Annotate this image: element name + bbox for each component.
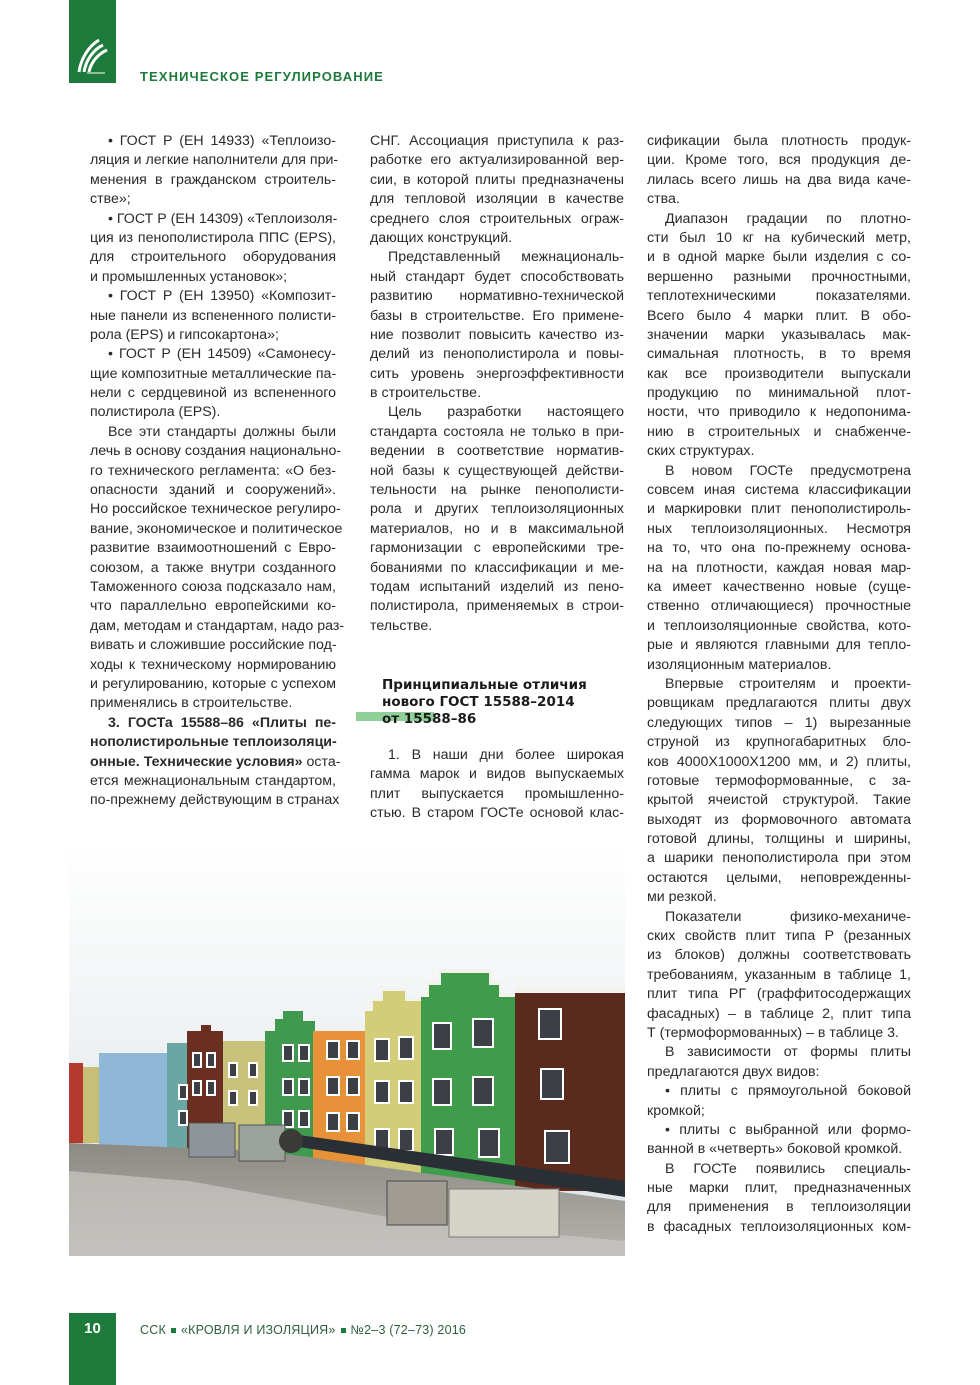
text-line: вание, экономическое и политическое — [90, 520, 343, 537]
text-line: для тепловой изоляции в качестве — [370, 191, 624, 208]
text-line: развитию нормативно-технической — [370, 288, 624, 305]
text-line: вивать и сложившие российские под- — [90, 637, 337, 654]
text-line: и маркировки плит пенополистироль- — [647, 501, 911, 518]
text-line: Впервые строителям и проекти- — [665, 675, 911, 692]
text-line: гамма марок и видов выпускаемых — [370, 766, 624, 783]
text-line: струной из крупногабаритных бло- — [647, 734, 911, 751]
text-line: ные марки плит, предназначенных — [647, 1180, 911, 1197]
text-column-3 — [647, 132, 911, 1237]
text-line: на на плотности, каждая новая мар- — [647, 559, 911, 576]
text-line: сии, в которой плиты предназначены — [370, 171, 624, 188]
text-line: и регулированию, которые с успехом — [90, 675, 336, 692]
text-line: ванной в «четверть» боковой кромкой. — [647, 1141, 903, 1158]
text-line: выходят из формовочного автомата — [647, 811, 911, 828]
footer-magazine-title: «КРОВЛЯ И ИЗОЛЯЦИЯ» — [180, 1323, 336, 1337]
text-line: стве»; — [90, 191, 131, 208]
text-line: значении марки указывалась мак- — [647, 326, 911, 343]
text-line: сти был 10 кг на кубический метр, — [647, 229, 911, 246]
text-line: симальная плотность, в то время — [647, 346, 911, 363]
text-line: ства. — [647, 191, 680, 208]
text-line: для строительного оборудования — [90, 249, 336, 266]
text-line: базы в строительстве. Его примене- — [370, 307, 624, 324]
text-line: ков 4000Х1000Х1200 мм, и 2) плиты, — [647, 753, 911, 770]
text-line: СНГ. Ассоциация приступила к раз- — [370, 133, 624, 149]
text-line: • ГОСТ Р (ЕН 14509) «Самонесу- — [108, 346, 336, 363]
text-line: среднего слоя строительных ограж- — [370, 210, 624, 227]
text-line: нели с сердцевиной из вспененного — [90, 385, 336, 402]
text-line: ляция и легкие наполнители для при- — [90, 152, 339, 169]
text-line: • плиты с выбранной или формо- — [665, 1121, 911, 1138]
page-number: 10 — [84, 1320, 101, 1337]
text-line: тельности на рынке пенополисти- — [370, 482, 624, 499]
text-line: как все производители выпускали — [647, 365, 911, 382]
text-line: В ГОСТе появились специаль- — [665, 1160, 911, 1177]
text-line: щие композитные металлические па- — [90, 365, 337, 382]
text-line: из блоков) должны соответствовать — [647, 947, 911, 964]
text-line: ной базы к существующей действи- — [370, 462, 624, 479]
text-line: применялись в строительстве. — [90, 695, 293, 712]
text-line: на то, что она по-прежнему основа- — [647, 540, 911, 557]
text-line: плит типа РГ (граффитосодержащих — [647, 986, 911, 1003]
text-line: Представленный межнациональ- — [388, 249, 624, 266]
text-line: для применения в теплоизоляции — [647, 1199, 911, 1216]
normal-fragment: оста- — [302, 753, 341, 770]
text-line: ные панели из вспененного полисти- — [90, 307, 336, 324]
text-line: вершенно разными прочностными, — [647, 268, 911, 285]
text-line: остаются целыми, неповрежденны- — [647, 869, 911, 886]
text-line: что параллельно европейскими ко- — [90, 598, 336, 615]
text-line: • ГОСТ Р (ЕН 13950) «Композит- — [108, 288, 336, 305]
text-line: следующих типов – 1) вырезанные — [647, 714, 911, 731]
text-column-2-continued — [370, 746, 624, 824]
section-title: ТЕХНИЧЕСКОЕ РЕГУЛИРОВАНИЕ — [140, 69, 384, 84]
text-line: кромкой; — [647, 1102, 705, 1119]
text-line: нополистирольные теплоизоляци- — [90, 734, 337, 751]
text-line: изоляционным материалов. — [647, 656, 832, 673]
text-line: требованиям, указанным в таблице 1, — [647, 966, 911, 983]
magazine-logo — [69, 0, 116, 83]
text-line: плит выпускается промышленно- — [370, 785, 624, 802]
text-line: ских свойств плит типа Р (резанных — [647, 928, 911, 945]
text-line: рола и других теплоизоляционных — [370, 501, 624, 518]
text-line: Все эти стандарты должны были — [108, 423, 336, 440]
text-line: по-прежнему действующим в странах — [90, 792, 340, 809]
heading-line: нового ГОСТ 15588–2014 — [382, 694, 575, 710]
text-line: в фасадных теплоизоляционных ком- — [647, 1218, 911, 1235]
heading-line: от 15588–86 — [382, 711, 477, 727]
text-line: продукцию по минимальной плот- — [647, 385, 911, 402]
text-line: предлагаются двух видов: — [647, 1063, 820, 1080]
bold-fragment: онные. Технические условия» — [90, 753, 303, 770]
text-line: ственно отличающиеся) прочностные — [647, 598, 911, 615]
text-line: бованиями по классификации и ме- — [370, 559, 624, 576]
text-line: работке его актуализированной вер- — [370, 152, 624, 169]
text-column-2 — [370, 132, 624, 636]
text-line: ности, что приводило к недопонима- — [647, 404, 911, 421]
text-line: • ГОСТ Р (ЕН 14933) «Теплоизо- — [108, 133, 336, 149]
text-line: крытой ячеистой структурой. Такие — [647, 792, 911, 809]
text-line: готовые термоформованные, с за- — [647, 772, 911, 789]
text-line: ходы к техническому нормированию — [90, 656, 336, 673]
townhouses-photo-illustration — [69, 841, 625, 1256]
text-line: ми резкой. — [647, 889, 717, 906]
text-line: го технического регламента: «О без- — [90, 462, 336, 479]
text-line: совсем иная система классификации — [647, 482, 911, 499]
text-line: тельстве. — [370, 617, 433, 634]
text-line: материалов, но и в максимальной — [370, 520, 624, 537]
text-line: развитие взаимоотношений с Евро- — [90, 540, 336, 557]
text-line: гармонизации с европейскими тре- — [370, 540, 624, 557]
footer-publication — [140, 1323, 466, 1337]
text-line: дающих конструкций. — [370, 229, 513, 246]
text-line: ка имеет качественно новые (суще- — [647, 578, 911, 595]
text-line: ных теплоизоляционных. Несмотря — [647, 520, 911, 537]
text-line — [90, 753, 341, 772]
text-line: 1. В наши дни более широкая — [388, 747, 624, 763]
text-line: в строительстве. — [370, 385, 482, 402]
leaf-stripes-logo-icon — [75, 36, 111, 76]
text-line: Т (термоформованных) – в таблице 3. — [647, 1024, 899, 1041]
text-line: рола (EPS) и гипсокартона»; — [90, 326, 279, 343]
text-line: ется межнациональным стандартом, — [90, 772, 336, 789]
text-line: • ГОСТ Р (ЕН 14309) «Теплоизоля- — [108, 210, 338, 227]
footer-issue: №2–3 (72–73) 2016 — [350, 1323, 467, 1337]
text-line: фасадных) – в таблице 2, плит типа — [647, 1005, 911, 1022]
text-column-1 — [90, 132, 345, 811]
text-line: ведении в соответствие норматив- — [370, 443, 624, 460]
heading-line: Принципиальные отличия — [382, 677, 587, 693]
square-separator-icon — [341, 1328, 346, 1333]
text-line: 3. ГОСТа 15588–86 «Плиты пе- — [108, 714, 336, 731]
text-line: и промышленных установок»; — [90, 268, 288, 285]
text-line: Показатели физико-механиче- — [665, 908, 911, 925]
text-line: теплотехническими показателями. — [647, 288, 911, 305]
text-line: Диапазон градации по плотно- — [665, 210, 911, 227]
text-line: ный стандарт будет способствовать — [370, 268, 624, 285]
text-line: лечь в основу создания национально- — [90, 443, 342, 460]
text-line: ции. Кроме того, вся продукция де- — [647, 152, 911, 169]
text-line: делий из пенополистирола и повы- — [370, 346, 624, 363]
text-line: ция из пенополистирола ППС (EPS), — [90, 229, 336, 246]
text-line: дам, методам и стандартам, надо раз- — [90, 617, 345, 634]
text-line: и в одной марке были изделия с со- — [647, 249, 911, 266]
text-line: Цель разработки настоящего — [388, 404, 624, 421]
text-line: ние позволит повысить качество из- — [370, 326, 624, 343]
text-line: менения в гражданском строитель- — [90, 171, 336, 188]
text-line: опасности зданий и сооружений». — [90, 482, 336, 499]
text-line: рые и являются главными для тепло- — [647, 637, 911, 654]
construction-photo — [69, 841, 625, 1256]
text-line: В зависимости от формы плиты — [665, 1044, 911, 1061]
text-line: • плиты с прямоугольной боковой — [665, 1083, 911, 1100]
text-line: Таможенного союза подсказало нам, — [90, 578, 336, 595]
text-line: ровщикам предлагаются плиты двух — [647, 695, 911, 712]
text-line: и теплоизоляционные свойства, кото- — [647, 617, 911, 634]
subsection-heading — [382, 677, 622, 728]
text-line: ских структурах. — [647, 443, 755, 460]
text-line: Всего было 4 марки плит. В обо- — [647, 307, 911, 324]
text-line: сить уровень энергоэффективности — [370, 365, 624, 382]
text-line: стью. В старом ГОСТе основой клас- — [370, 805, 624, 822]
text-line: сификации была плотность продук- — [647, 133, 911, 149]
square-separator-icon — [171, 1328, 176, 1333]
text-line: тодам испытаний изделий из пено- — [370, 578, 624, 595]
text-line: стандарта состояла не только в при- — [370, 423, 624, 440]
text-line: лилась всего лишь на два вида каче- — [647, 171, 911, 188]
text-line: полистирола (EPS). — [90, 404, 221, 421]
text-line: союзом, а также внутри созданного — [90, 559, 336, 576]
text-line: готовой длины, толщины и ширины, — [647, 831, 911, 848]
text-line: а шарики пенополистирола при этом — [647, 850, 911, 867]
text-line: В новом ГОСТе предусмотрена — [665, 462, 911, 479]
text-line: нию в строительных и снабженче- — [647, 423, 911, 440]
text-line: Но российское техническое регулиро- — [90, 501, 341, 518]
text-line: полистирола, применяемых в строи- — [370, 598, 624, 615]
footer-publisher: ССК — [140, 1323, 166, 1337]
